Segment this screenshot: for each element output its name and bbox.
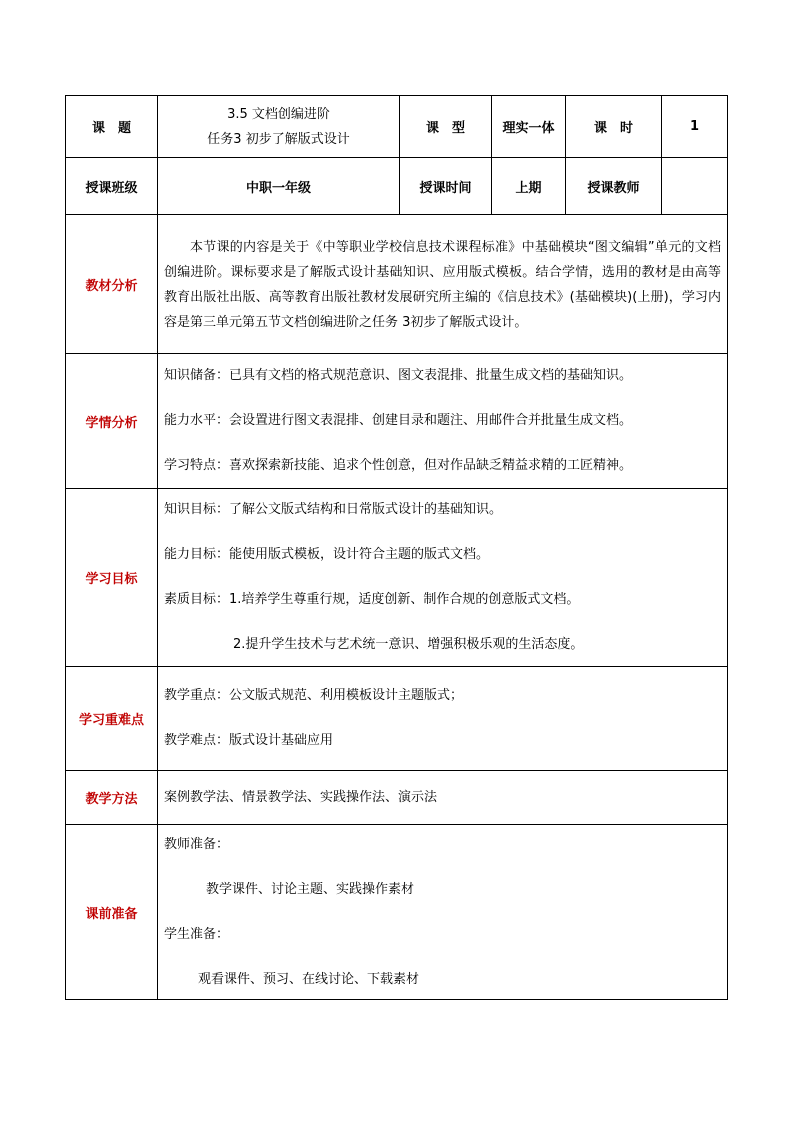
row-class — [66, 158, 728, 215]
label-class: 授课班级 — [66, 158, 158, 215]
label-type: 课 型 — [400, 96, 492, 158]
label-prep: 课前准备 — [66, 825, 158, 1000]
students-line-1: 知识储备：已具有文档的格式规范意识、图文表混排、批量生成文档的基础知识。 — [164, 368, 633, 383]
time-value: 上期 — [492, 158, 566, 215]
label-keypoints: 学习重难点 — [66, 667, 158, 771]
row-students — [66, 354, 728, 489]
prep-cell — [158, 825, 728, 1000]
keypoints-line-1: 教学重点：公文版式规范、利用模板设计主题版式； — [164, 688, 464, 703]
label-methods: 教学方法 — [66, 771, 158, 825]
row-prep — [66, 825, 728, 1000]
row-goals — [66, 489, 728, 667]
label-teacher: 授课教师 — [566, 158, 662, 215]
label-hours: 课 时 — [566, 96, 662, 158]
row-methods — [66, 771, 728, 825]
lesson-plan-table — [65, 95, 728, 1000]
goals-cell — [158, 489, 728, 667]
row-materials — [66, 215, 728, 354]
label-goals: 学习目标 — [66, 489, 158, 667]
prep-teacher-items: 教学课件、讨论主题、实践操作素材 — [206, 881, 415, 897]
topic-line-2: 任务3 初步了解版式设计 — [207, 131, 350, 147]
topic-cell — [158, 96, 400, 158]
keypoints-line-2: 教学难点：版式设计基础应用 — [164, 733, 334, 748]
goals-line-4: 2.提升学生技术与艺术统一意识、增强积极乐观的生活态度。 — [233, 637, 584, 652]
prep-student-title: 学生准备： — [164, 926, 230, 942]
goals-line-3: 素质目标：1.培养学生尊重行规，适度创新、制作合规的创意版式文档。 — [164, 592, 580, 607]
methods-text: 案例教学法、情景教学法、实践操作法、演示法 — [164, 789, 438, 805]
label-students: 学情分析 — [66, 354, 158, 489]
row-keypoints — [66, 667, 728, 771]
materials-text: 本节课的内容是关于《中等职业学校信息技术课程标准》中基础模块“图文编辑”单元的文档创编进阶。课标要求是了解版式设计基础知识、应用版式模板。结合学情，选用的教材是由高等教育出版社出版、高等教育出版社教材发展研究所主编的《信息技术》(基础模块)(上册)，学习内容是第三单元第五节文档创编进阶之任务 3初步了解版式设计。 — [164, 240, 721, 330]
goals-line-2: 能力目标：能使用版式模板，设计符合主题的版式文档。 — [164, 547, 490, 562]
row-topic — [66, 96, 728, 158]
students-cell — [158, 354, 728, 489]
methods-cell — [158, 771, 728, 825]
class-value: 中职一年级 — [158, 158, 400, 215]
teacher-value — [662, 158, 728, 215]
materials-cell — [158, 215, 728, 354]
students-line-3: 学习特点：喜欢探索新技能、追求个性创意，但对作品缺乏精益求精的工匠精神。 — [164, 458, 633, 473]
label-materials: 教材分析 — [66, 215, 158, 354]
prep-teacher-title: 教师准备： — [164, 836, 230, 852]
goals-line-1: 知识目标：了解公文版式结构和日常版式设计的基础知识。 — [164, 502, 503, 517]
students-line-2: 能力水平：会设置进行图文表混排、创建目录和题注、用邮件合并批量生成文档。 — [164, 413, 633, 428]
type-value: 理实一体 — [492, 96, 566, 158]
topic-line-1: 3.5 文档创编进阶 — [227, 106, 330, 122]
label-topic: 课 题 — [66, 96, 158, 158]
hours-value: 1 — [662, 96, 728, 158]
prep-student-items: 观看课件、预习、在线讨论、下载素材 — [198, 971, 420, 987]
label-time: 授课时间 — [400, 158, 492, 215]
keypoints-cell — [158, 667, 728, 771]
